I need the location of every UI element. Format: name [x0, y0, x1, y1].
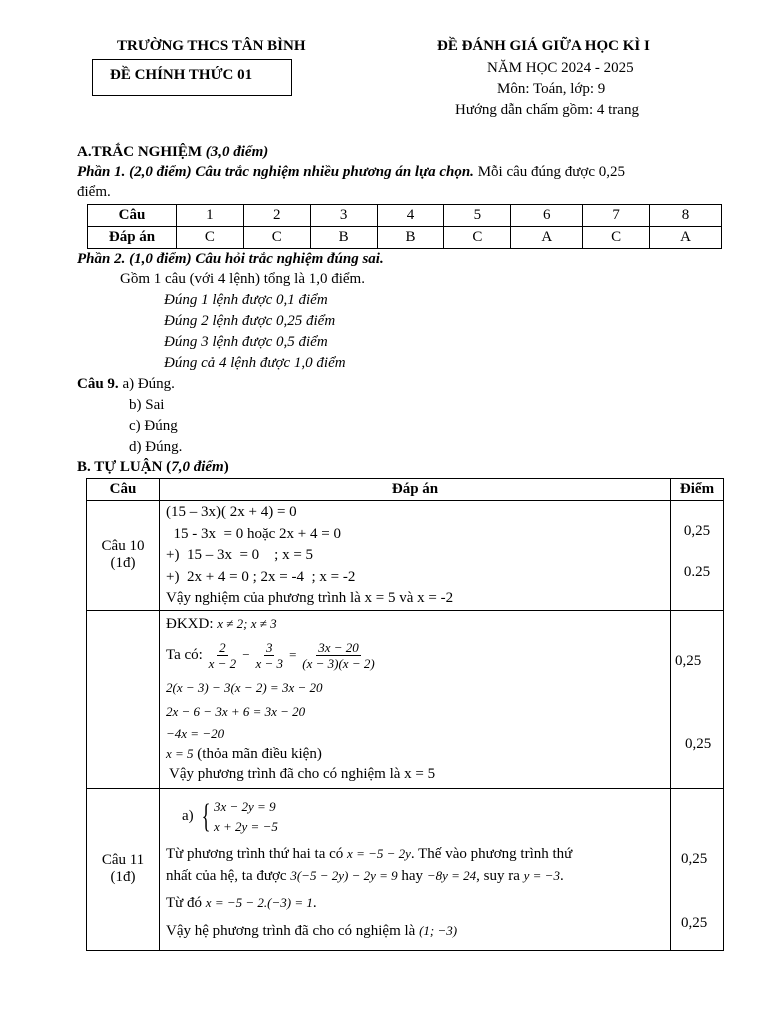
dkxd-line [166, 613, 670, 635]
answer-line: Vậy nghiệm của phương trình là x = 5 và x = -2 [166, 590, 454, 606]
score: 0,25 [683, 523, 711, 539]
q10-label: Câu 10 [101, 538, 145, 555]
table-head-dapan: Đáp án [88, 227, 177, 249]
dkxd-label: ĐKXD: [166, 615, 214, 632]
part2-heading: Phần 2. (1,0 điểm) Câu hỏi trắc nghiệm đúng sai. [77, 251, 384, 267]
table-row [88, 205, 722, 227]
answer-line: +) 15 – 3x = 0 ; x = 5 [166, 547, 314, 563]
table-cell: A [650, 227, 722, 249]
school-name: TRƯỜNG THCS TÂN BÌNH [117, 38, 306, 54]
scoring-line: Đúng 1 lệnh được 0,1 điểm [164, 292, 328, 308]
section-b-title: B. TỰ LUẬN (7,0 điểm) [77, 459, 229, 475]
answer-line: Từ phương trình thứ hai ta có x = −5 − 2y. Thế vào phương trình thứ [166, 845, 573, 862]
taco-label: Ta có: [166, 646, 203, 663]
table-cell: C [243, 227, 310, 249]
score: 0,25 [675, 652, 702, 669]
part1-heading: Phần 1. (2,0 điểm) Câu trắc nghiệm nhiều phương án lựa chọn. Mỗi câu đúng được 0,25 [77, 164, 625, 180]
essay-table [86, 478, 724, 951]
col-head-dapan: Đáp án [160, 479, 671, 501]
score: 0,25 [685, 735, 712, 752]
table-row [87, 788, 724, 950]
fraction-line: Ta có: $\frac{2}{x - 2}$ − $\frac{3}{x - 3}$ = $\frac{3x - 20}{(x - 3)(x - 2)}$ [166, 639, 375, 671]
q10-points: (1đ) [110, 555, 136, 572]
part1-heading-cont: điểm. [77, 184, 111, 200]
score: 0,25 [681, 850, 708, 867]
col-head-diem: Điểm [671, 479, 724, 501]
q11-points: (1đ) [110, 869, 136, 885]
answer-line: Từ đó x = −5 − 2.(−3) = 1. [166, 894, 317, 911]
table-cell: 3 [310, 205, 377, 227]
answer-line: +) 2x + 4 = 0 ; 2x = -4 ; x = -2 [166, 568, 356, 585]
table-head-cau: Câu [88, 205, 177, 227]
score: 0.25 [683, 564, 711, 580]
answer-line: 2x − 6 − 3x + 6 = 3x − 20 [166, 704, 306, 719]
q11-score-cell [671, 788, 724, 950]
system-line [166, 791, 670, 843]
table-cell: 2 [243, 205, 310, 227]
equation: 3x − 2y = 9 [213, 798, 276, 814]
answer-line: 2(x − 3) − 3(x − 2) = 3x − 20 [166, 680, 323, 695]
table-cell: 8 [650, 205, 722, 227]
q11-label: Câu 11 [101, 852, 145, 868]
table-cell: 5 [444, 205, 511, 227]
table-cell: B [310, 227, 377, 249]
table-cell: A [511, 227, 583, 249]
table-row [87, 479, 724, 501]
scoring-line: Đúng 3 lệnh được 0,5 điểm [164, 334, 328, 350]
q9-answer-d: d) Đúng. [129, 439, 183, 455]
answer-line: (15 – 3x)( 2x + 4) = 0 [166, 504, 297, 520]
q9-answer-c: c) Đúng [129, 418, 178, 434]
brace-icon: { [201, 797, 211, 835]
part2-text: Gồm 1 câu (với 4 lệnh) tổng là 1,0 điểm. [120, 271, 365, 287]
section-a-title: A.TRẮC NGHIỆM (3,0 điểm) [77, 144, 269, 160]
subject: Môn: Toán, lớp: 9 [497, 81, 606, 97]
answer-line: 15 - 3x = 0 hoặc 2x + 4 = 0 [166, 525, 341, 542]
score: 0,25 [681, 914, 708, 931]
answer-line: x = 5 (thỏa mãn điều kiện) [166, 746, 322, 762]
answer-line: −4x = −20 [166, 726, 225, 741]
answer-table [87, 204, 722, 249]
table-cell: 6 [511, 205, 583, 227]
table-row [88, 227, 722, 249]
table-cell: B [377, 227, 444, 249]
table-cell: C [583, 227, 650, 249]
q10b-answer [160, 610, 671, 788]
q11-answer [160, 788, 671, 950]
answer-line: Vậy phương trình đã cho có nghiệm là x = 5 [169, 766, 436, 782]
school-year: NĂM HỌC 2024 - 2025 [487, 60, 634, 76]
q9-answer-a: Câu 9. a) Đúng. [77, 376, 175, 392]
guide-pages: Hướng dẫn chấm gồm: 4 trang [455, 102, 639, 118]
col-head-cau: Câu [87, 479, 160, 501]
fraction: $\frac{3}{x - 3}$ [255, 639, 283, 671]
table-cell: C [444, 227, 511, 249]
table-cell: C [177, 227, 244, 249]
dkxd-expr: x ≠ 2; x ≠ 3 [217, 615, 277, 631]
scoring-line: Đúng cả 4 lệnh được 1,0 điểm [164, 355, 346, 371]
table-row [87, 610, 724, 788]
fraction: $\frac{3x - 20}{(x - 3)(x - 2)}$ [302, 639, 375, 671]
table-row [87, 501, 724, 611]
q9-answer-b: b) Sai [129, 397, 165, 413]
q10-score-cell [671, 501, 724, 611]
part-a-label: a) [182, 808, 194, 824]
equation-system [214, 797, 278, 837]
table-cell: 4 [377, 205, 444, 227]
table-cell: 7 [583, 205, 650, 227]
table-cell: 1 [177, 205, 244, 227]
exam-title: ĐỀ ĐÁNH GIÁ GIỮA HỌC KÌ I [437, 38, 650, 54]
q10b-score-cell [671, 610, 724, 788]
answer-line: nhất của hệ, ta được 3(−5 − 2y) − 2y = 9 hay −8y = 24, suy ra y = −3. [166, 867, 564, 884]
equation: x + 2y = −5 [213, 818, 278, 834]
official-label: ĐỀ CHÍNH THỨC 01 [110, 67, 253, 83]
fraction: $\frac{2}{x - 2}$ [208, 639, 237, 671]
q10b-label-cell [87, 610, 160, 788]
q11-label-cell [87, 788, 160, 950]
answer-line: Vậy hệ phương trình đã cho có nghiệm là (1; −3) [166, 922, 458, 939]
q10-label-cell [87, 501, 160, 611]
q10-answer [160, 501, 671, 611]
scoring-line: Đúng 2 lệnh được 0,25 điểm [164, 313, 336, 329]
